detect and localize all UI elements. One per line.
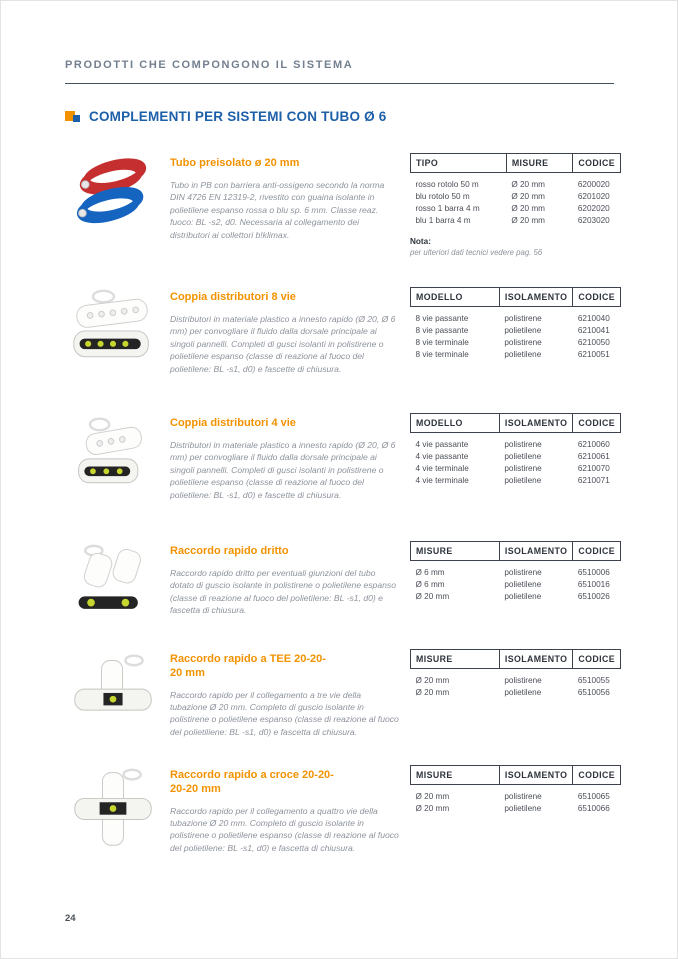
spec-table-header: MISURE (506, 154, 573, 173)
spec-table-cell: Ø 20 mm (415, 804, 450, 813)
distributori-8-vie-text (170, 291, 400, 375)
spec-table-row (411, 433, 621, 451)
spec-table-row (411, 669, 621, 687)
product-description: Tubo in PB con barriera anti-ossigeno secondo la norma DIN 4726 EN 12319-2, rivestito con guaina isolante in polietilene espanso rossa o blu sp. 6 mm. Classe reaz. fuoco: BL -s2, d0. Necessaria al collegamento dei distributori ai collettori b!klimax. (170, 179, 385, 240)
spec-table-cell: 6210060 (577, 440, 610, 449)
spec-table-row (411, 173, 621, 191)
spec-table-row (411, 591, 621, 603)
spec-table-container (410, 153, 621, 227)
spec-table-row (411, 307, 621, 325)
spec-table-cell: Ø 20 mm (415, 792, 450, 801)
spec-table-header: CODICE (573, 766, 621, 785)
spec-table-cell: polietilene (504, 592, 542, 601)
note-block (410, 237, 621, 257)
spec-table-header: MISURE (411, 650, 500, 669)
spec-table-cell: polietilene (504, 350, 542, 359)
raccordo-tee-text (170, 653, 400, 738)
spec-table-container (410, 649, 621, 699)
spec-table-header: MODELLO (411, 414, 500, 433)
product-title: Coppia distributori 4 vie (170, 417, 296, 429)
spec-table (410, 153, 621, 227)
spec-table-row (411, 475, 621, 487)
spec-table-cell: polistirene (504, 676, 542, 685)
spec-table-cell: Ø 20 mm (415, 592, 450, 601)
spec-table-cell: rosso rotolo 50 m (415, 180, 479, 189)
tubo-preisolato-table (410, 153, 621, 257)
spec-table-header: ISOLAMENTO (499, 766, 573, 785)
spec-table-header: MODELLO (411, 288, 500, 307)
raccordo-croce-image (65, 765, 161, 861)
spec-table-cell: 8 vie terminale (415, 350, 469, 359)
spec-table-cell: 6510065 (577, 792, 610, 801)
raccordo-dritto-image (65, 541, 161, 637)
spec-table-row (411, 349, 621, 361)
spec-table-cell: Ø 20 mm (415, 676, 450, 685)
raccordo-croce-text (170, 769, 400, 854)
spec-table-row (411, 803, 621, 815)
raccordo-tee-table (410, 649, 621, 699)
spec-table-container (410, 765, 621, 815)
spec-table-cell: 6210040 (577, 314, 610, 323)
spec-table-header: CODICE (573, 650, 621, 669)
spec-table-cell: 6210070 (577, 464, 610, 473)
spec-table-cell: 8 vie terminale (415, 338, 469, 347)
spec-table-cell: Ø 20 mm (511, 192, 545, 201)
spec-table-cell: Ø 6 mm (415, 580, 445, 589)
spec-table-row (411, 337, 621, 349)
spec-table-cell: 6510056 (577, 688, 610, 697)
title-bullet-icon (65, 110, 83, 124)
spec-table-cell: polistirene (504, 338, 542, 347)
blue-square-icon (73, 115, 80, 122)
spec-table-header: CODICE (573, 414, 621, 433)
product-description: Raccordo rapido per il collegamento a quattro vie della tubazione Ø 20 mm. Completo di guscio isolante in polistirene o polietilene espanso (classe di reazione al fuoco del polietilene: BL -s1, d0) e fascetta di chiusura. (170, 805, 399, 853)
spec-table-cell: polietilene (504, 580, 542, 589)
spec-table-header: CODICE (573, 542, 621, 561)
spec-table-row (411, 785, 621, 803)
spec-table-cell: 6210051 (577, 350, 610, 359)
spec-table-cell: 8 vie passante (415, 314, 469, 323)
note-text: per ulteriori dati tecnici vedere pag. 56 (410, 247, 543, 257)
spec-table-cell: polistirene (504, 568, 542, 577)
spec-table-cell: 8 vie passante (415, 326, 469, 335)
distributor-8-icon (65, 287, 161, 373)
straight-fitting-icon (65, 541, 161, 627)
spec-table-cell: 4 vie passante (415, 440, 469, 449)
spec-table-cell: 6510026 (577, 592, 610, 601)
spec-table-cell: Ø 20 mm (511, 204, 545, 213)
spec-table-header: ISOLAMENTO (499, 414, 573, 433)
spec-table-cell: 6200020 (577, 180, 610, 189)
note-label: Nota: (410, 236, 431, 246)
spec-table (410, 413, 621, 487)
product-title: Raccordo rapido a croce 20-20-20-20 mm (170, 769, 334, 795)
spec-table-cell: Ø 20 mm (511, 216, 545, 225)
spec-table-cell: polistirene (504, 440, 542, 449)
product-title: Tubo preisolato ø 20 mm (170, 157, 300, 169)
page-number: 24 (65, 913, 76, 924)
spec-table-cell: polietilene (504, 326, 542, 335)
spec-table-cell: 6202020 (577, 204, 610, 213)
spec-table-row (411, 203, 621, 215)
spec-table-cell: 6210041 (577, 326, 610, 335)
spec-table (410, 287, 621, 361)
spec-table-header: MISURE (411, 766, 500, 785)
spec-table (410, 541, 621, 603)
spec-table-row (411, 191, 621, 203)
distributori-4-vie-table (410, 413, 621, 487)
product-title: Coppia distributori 8 vie (170, 291, 296, 303)
tube-coils-icon (65, 153, 161, 237)
spec-table-cell: 4 vie terminale (415, 464, 469, 473)
spec-table-container (410, 541, 621, 603)
spec-table-container (410, 413, 621, 487)
spec-table-header: ISOLAMENTO (499, 650, 573, 669)
spec-table-header: ISOLAMENTO (499, 542, 573, 561)
spec-table-cell: polietilene (504, 452, 542, 461)
spec-table-cell: blu rotolo 50 m (415, 192, 470, 201)
spec-table-cell: polistirene (504, 464, 542, 473)
cross-fitting-icon (65, 765, 161, 851)
header-divider (65, 83, 614, 84)
page-title: COMPLEMENTI PER SISTEMI CON TUBO Ø 6 (89, 109, 387, 124)
document-header: PRODOTTI CHE COMPONGONO IL SISTEMA (65, 59, 354, 71)
spec-table-header: MISURE (411, 542, 500, 561)
distributori-8-vie-image (65, 287, 161, 383)
product-title: Raccordo rapido dritto (170, 545, 289, 557)
tubo-preisolato-text (170, 157, 400, 241)
raccordo-croce-table (410, 765, 621, 815)
raccordo-dritto-table (410, 541, 621, 603)
spec-table-header: TIPO (411, 154, 507, 173)
spec-table-cell: 6510055 (577, 676, 610, 685)
spec-table-row (411, 451, 621, 463)
spec-table-cell: polietilene (504, 804, 542, 813)
product-description: Raccordo rapido per il collegamento a tre vie della tubazione Ø 20 mm. Completo di guscio isolante in polistirene o polietilene espanso (classe di reazione al fuoco del polietiliene: BL -s1, d0) e fascetta di chiusura. (170, 689, 399, 737)
raccordo-tee-image (65, 649, 161, 745)
spec-table-cell: polistirene (504, 314, 542, 323)
spec-table-row (411, 463, 621, 475)
spec-table-cell: Ø 20 mm (415, 688, 450, 697)
product-description: Distributori in materiale plastico a innesto rapido (Ø 20, Ø 6 mm) per convogliare il fluido dalla dorsale principale ai singoli pannelli. Completi di gusci isolanti in polistirene o polietilene espanso (classe di reazione al fuoco del polietilene: BL -s1, d0) e fascette di chiusura. (170, 313, 396, 374)
tee-fitting-icon (65, 649, 161, 735)
spec-table-cell: 6510006 (577, 568, 610, 577)
spec-table-cell: 6201020 (577, 192, 610, 201)
spec-table-cell: Ø 6 mm (415, 568, 445, 577)
spec-table (410, 765, 621, 815)
product-title: Raccordo rapido a TEE 20-20-20 mm (170, 653, 326, 679)
product-description: Distributori in materiale plastico a innesto rapido (Ø 20, Ø 6 mm) per convogliare il fluido dalla dorsale principale ai singoli pannelli. Completi di gusci isolanti in polistirene o polietilene espanso (classe di reazione al fuoco del polietilene: BL -s1, d0) e fascette di chiusura. (170, 439, 396, 500)
spec-table-cell: 6210050 (577, 338, 610, 347)
tubo-preisolato-image (65, 153, 161, 249)
spec-table-cell: 6203020 (577, 216, 610, 225)
spec-table-header: CODICE (573, 288, 621, 307)
spec-table-cell: polietilene (504, 476, 542, 485)
page-title-row (65, 109, 386, 124)
spec-table-cell: polietilene (504, 688, 542, 697)
spec-table-cell: 6210071 (577, 476, 610, 485)
spec-table-cell: 6510016 (577, 580, 610, 589)
spec-table-header: ISOLAMENTO (499, 288, 573, 307)
spec-table-cell: Ø 20 mm (511, 180, 545, 189)
spec-table-header: CODICE (573, 154, 621, 173)
spec-table-row (411, 325, 621, 337)
spec-table-row (411, 561, 621, 579)
raccordo-dritto-text (170, 545, 400, 617)
spec-table-container (410, 287, 621, 361)
distributor-4-icon (65, 413, 161, 499)
spec-table-cell: 6210061 (577, 452, 610, 461)
spec-table-row (411, 215, 621, 227)
distributori-4-vie-image (65, 413, 161, 509)
spec-table (410, 649, 621, 699)
spec-table-row (411, 579, 621, 591)
spec-table-cell: 6510066 (577, 804, 610, 813)
product-description: Raccordo rapido dritto per eventuali giunzioni del tubo dotato di guscio isolante in polistirene o polietilene espanso (classe di reazione al fuoco del polietilene: BL -s1, d0) e fascetta di chiusura. (170, 567, 396, 616)
distributori-8-vie-table (410, 287, 621, 361)
spec-table-cell: 4 vie passante (415, 452, 469, 461)
spec-table-cell: polistirene (504, 792, 542, 801)
spec-table-cell: blu 1 barra 4 m (415, 216, 471, 225)
spec-table-cell: rosso 1 barra 4 m (415, 204, 480, 213)
spec-table-row (411, 687, 621, 699)
distributori-4-vie-text (170, 417, 400, 501)
spec-table-cell: 4 vie terminale (415, 476, 469, 485)
